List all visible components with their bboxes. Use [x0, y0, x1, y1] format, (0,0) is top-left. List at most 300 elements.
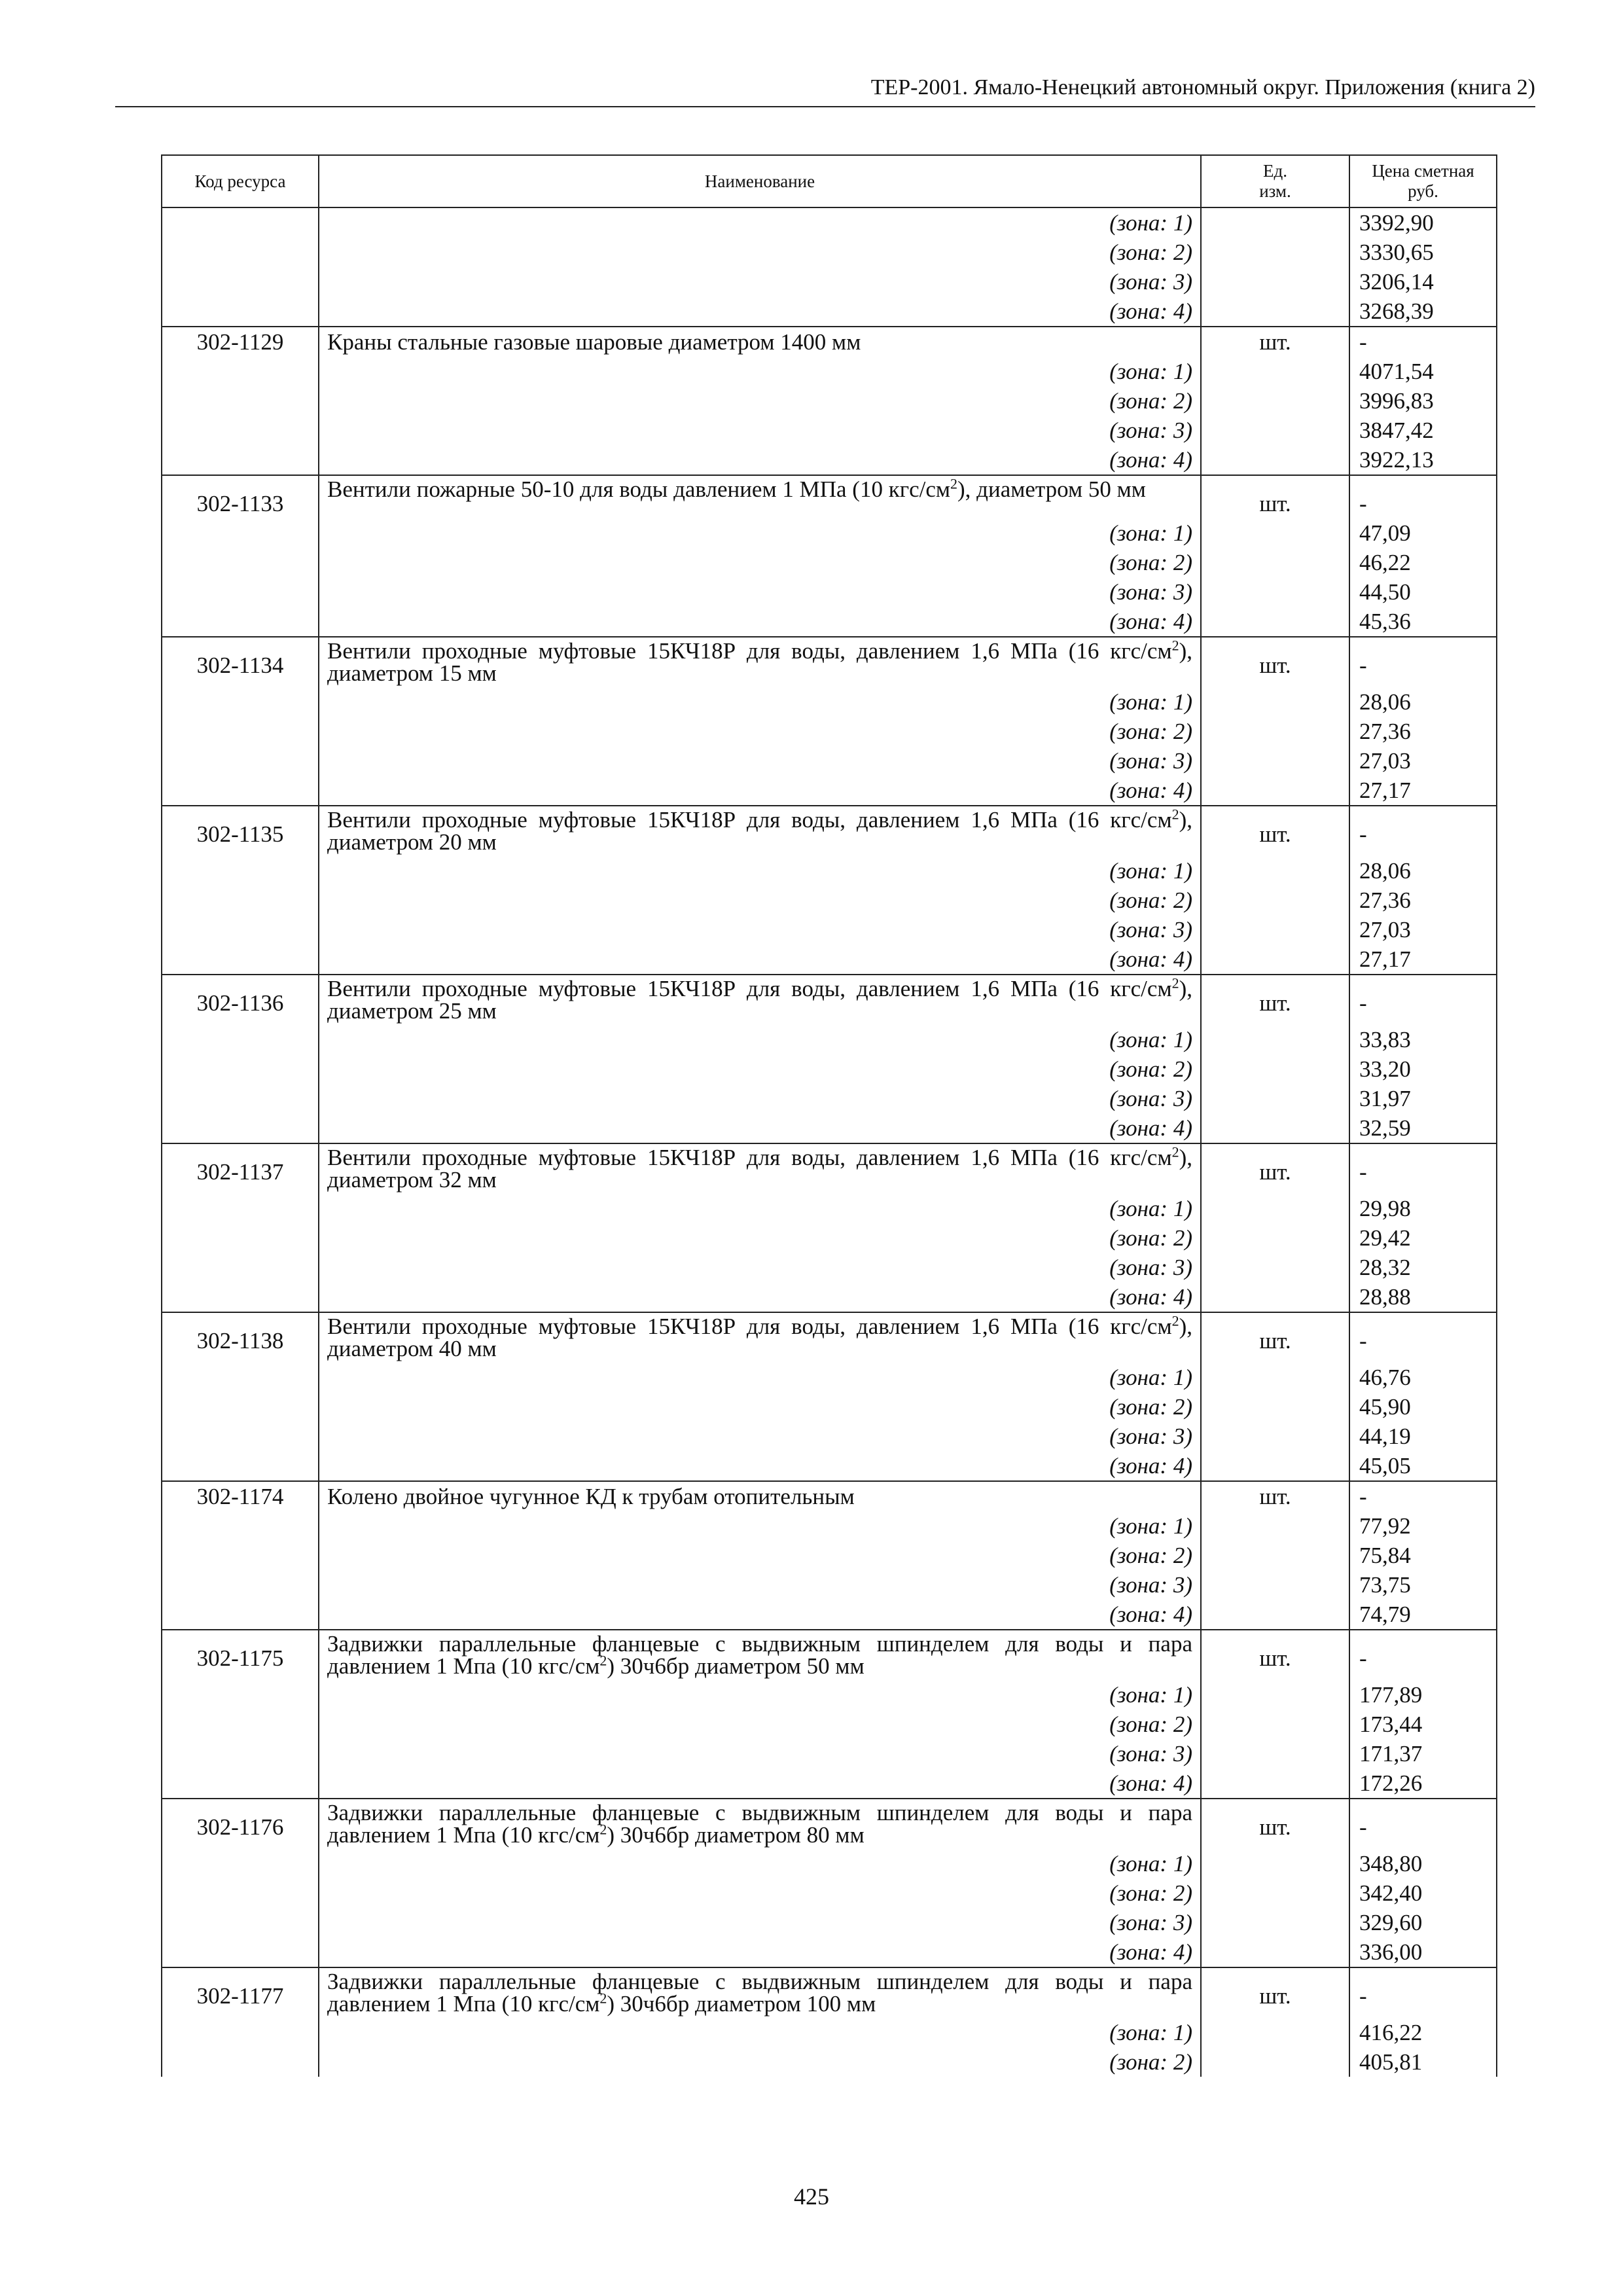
- code-cell-empty: [162, 1392, 319, 1422]
- code-cell-empty: [162, 1282, 319, 1312]
- resource-price: -: [1349, 1799, 1497, 1849]
- superscript-exponent: 2: [1171, 1312, 1179, 1329]
- table-body: [162, 207, 1497, 2077]
- zone-row: [162, 1054, 1497, 1084]
- unit-cell-empty: [1201, 1363, 1349, 1392]
- col-header-price: [1349, 155, 1497, 207]
- resource-code: 302-1174: [162, 1481, 319, 1511]
- zone-label: (зона: 3): [319, 1908, 1201, 1937]
- unit-cell-empty: [1201, 1768, 1349, 1799]
- zone-price: 3922,13: [1349, 445, 1497, 475]
- resource-row: [162, 637, 1497, 687]
- zone-row: [162, 1282, 1497, 1312]
- zone-label: (зона: 3): [319, 915, 1201, 944]
- zone-row: [162, 1194, 1497, 1223]
- resource-price: -: [1349, 975, 1497, 1025]
- zone-row: [162, 1739, 1497, 1768]
- code-cell-empty: [162, 548, 319, 577]
- zone-price: 3996,83: [1349, 386, 1497, 416]
- unit-cell-empty: [1201, 915, 1349, 944]
- unit-cell-empty: [1201, 886, 1349, 915]
- unit-cell-empty: [1201, 2018, 1349, 2047]
- zone-price: 44,19: [1349, 1422, 1497, 1451]
- unit-cell-empty: [1201, 687, 1349, 717]
- resource-unit: шт.: [1201, 1143, 1349, 1194]
- zone-label: (зона: 2): [319, 1392, 1201, 1422]
- resource-code: 302-1134: [162, 637, 319, 687]
- zone-row: [162, 915, 1497, 944]
- zone-row: [162, 717, 1497, 746]
- col-header-unit: [1201, 155, 1349, 207]
- col-header-code: Код ресурса: [162, 155, 319, 207]
- col-header-name: Наименование: [319, 155, 1201, 207]
- zone-label: (зона: 2): [319, 1710, 1201, 1739]
- zone-label: (зона: 2): [319, 386, 1201, 416]
- code-cell-empty: [162, 357, 319, 386]
- unit-cell-empty: [1201, 296, 1349, 327]
- unit-cell-empty: [1201, 1253, 1349, 1282]
- code-cell-empty: [162, 776, 319, 806]
- code-cell-empty: [162, 296, 319, 327]
- resource-price: -: [1349, 637, 1497, 687]
- zone-price: 73,75: [1349, 1570, 1497, 1600]
- code-cell-empty: [162, 1768, 319, 1799]
- zone-price: 416,22: [1349, 2018, 1497, 2047]
- zone-price: 75,84: [1349, 1541, 1497, 1570]
- zone-label: (зона: 2): [319, 1541, 1201, 1570]
- zone-row: [162, 1253, 1497, 1282]
- zone-row: [162, 2047, 1497, 2077]
- superscript-exponent: 2: [950, 475, 958, 492]
- resource-code: 302-1129: [162, 327, 319, 357]
- resource-unit: шт.: [1201, 1481, 1349, 1511]
- resource-unit: шт.: [1201, 1312, 1349, 1363]
- code-cell-empty: [162, 207, 319, 238]
- zone-label: (зона: 1): [319, 1025, 1201, 1054]
- zone-price: 173,44: [1349, 1710, 1497, 1739]
- zone-row: [162, 1113, 1497, 1143]
- zone-row: [162, 296, 1497, 327]
- zone-price: 177,89: [1349, 1680, 1497, 1710]
- resource-row: [162, 975, 1497, 1025]
- resource-row: [162, 1481, 1497, 1511]
- resource-code: 302-1133: [162, 475, 319, 518]
- zone-price: 45,05: [1349, 1451, 1497, 1481]
- zone-price: 3392,90: [1349, 207, 1497, 238]
- zone-price: 46,22: [1349, 548, 1497, 577]
- superscript-exponent: 2: [1171, 637, 1179, 654]
- zone-label: (зона: 3): [319, 577, 1201, 607]
- code-cell-empty: [162, 856, 319, 886]
- zone-row: [162, 1600, 1497, 1630]
- zone-label: (зона: 1): [319, 357, 1201, 386]
- zone-row: [162, 1768, 1497, 1799]
- resource-name-text-tail: ) 30ч6бр диаметром 100 мм: [607, 1991, 876, 2017]
- resource-name: [319, 1799, 1201, 1849]
- zone-price: 172,26: [1349, 1768, 1497, 1799]
- resource-code: 302-1175: [162, 1630, 319, 1680]
- zone-label: (зона: 2): [319, 548, 1201, 577]
- zone-label: (зона: 3): [319, 746, 1201, 776]
- resource-row: [162, 475, 1497, 518]
- zone-label: (зона: 4): [319, 1282, 1201, 1312]
- zone-row: [162, 2018, 1497, 2047]
- resource-row: [162, 1967, 1497, 2018]
- resource-code: 302-1176: [162, 1799, 319, 1849]
- resource-name-text: Вентили проходные муфтовые 15КЧ18Р для воды, давлением 1,6 МПа (16 кгс/см: [327, 1145, 1172, 1170]
- unit-cell-empty: [1201, 518, 1349, 548]
- zone-price: 27,36: [1349, 717, 1497, 746]
- unit-cell-empty: [1201, 2047, 1349, 2077]
- zone-label: (зона: 1): [319, 1511, 1201, 1541]
- zone-price: 45,36: [1349, 607, 1497, 637]
- unit-cell-empty: [1201, 1054, 1349, 1084]
- resource-row: [162, 1799, 1497, 1849]
- zone-row: [162, 1908, 1497, 1937]
- unit-cell-empty: [1201, 607, 1349, 637]
- col-header-price-line2: руб.: [1408, 181, 1438, 201]
- zone-price: 27,03: [1349, 915, 1497, 944]
- unit-cell-empty: [1201, 1025, 1349, 1054]
- code-cell-empty: [162, 1937, 319, 1967]
- resource-code: 302-1136: [162, 975, 319, 1025]
- zone-label: (зона: 2): [319, 717, 1201, 746]
- unit-cell-empty: [1201, 1600, 1349, 1630]
- unit-cell-empty: [1201, 1451, 1349, 1481]
- zone-label: (зона: 4): [319, 1451, 1201, 1481]
- zone-label: (зона: 1): [319, 1680, 1201, 1710]
- zone-row: [162, 1392, 1497, 1422]
- code-cell-empty: [162, 1739, 319, 1768]
- zone-row: [162, 746, 1497, 776]
- unit-cell-empty: [1201, 1878, 1349, 1908]
- zone-label: (зона: 2): [319, 1878, 1201, 1908]
- zone-label: (зона: 3): [319, 1422, 1201, 1451]
- zone-label: (зона: 4): [319, 1937, 1201, 1967]
- resource-name-text: Вентили проходные муфтовые 15КЧ18Р для воды, давлением 1,6 МПа (16 кгс/см: [327, 1314, 1172, 1339]
- unit-cell-empty: [1201, 1908, 1349, 1937]
- zone-price: 47,09: [1349, 518, 1497, 548]
- zone-label: (зона: 2): [319, 886, 1201, 915]
- zone-label: (зона: 3): [319, 1084, 1201, 1113]
- unit-cell-empty: [1201, 1084, 1349, 1113]
- zone-price: 33,83: [1349, 1025, 1497, 1054]
- resource-code: 302-1135: [162, 806, 319, 856]
- code-cell-empty: [162, 915, 319, 944]
- zone-row: [162, 1025, 1497, 1054]
- zone-row: [162, 1541, 1497, 1570]
- zone-label: (зона: 1): [319, 1363, 1201, 1392]
- zone-price: 348,80: [1349, 1849, 1497, 1878]
- code-cell-empty: [162, 1541, 319, 1570]
- resource-name: [319, 1312, 1201, 1363]
- zone-label: (зона: 4): [319, 776, 1201, 806]
- unit-cell-empty: [1201, 548, 1349, 577]
- resource-name-text: Задвижки параллельные фланцевые с выдвижным шпинделем для воды и пара давлением 1 Мпа (10 кгс/см: [327, 1631, 1192, 1679]
- zone-label: (зона: 1): [319, 207, 1201, 238]
- resource-name-text-tail: ), диаметром 50 мм: [957, 476, 1146, 502]
- zone-row: [162, 357, 1497, 386]
- zone-price: 32,59: [1349, 1113, 1497, 1143]
- zone-price: 27,03: [1349, 746, 1497, 776]
- zone-price: 3847,42: [1349, 416, 1497, 445]
- unit-cell-empty: [1201, 1570, 1349, 1600]
- resource-name: [319, 475, 1201, 518]
- unit-cell-empty: [1201, 207, 1349, 238]
- unit-cell-empty: [1201, 776, 1349, 806]
- resource-price: -: [1349, 1143, 1497, 1194]
- zone-row: [162, 886, 1497, 915]
- code-cell-empty: [162, 1363, 319, 1392]
- col-header-unit-line2: изм.: [1259, 181, 1291, 201]
- unit-cell-empty: [1201, 746, 1349, 776]
- zone-row: [162, 548, 1497, 577]
- zone-label: (зона: 4): [319, 1768, 1201, 1799]
- zone-row: [162, 856, 1497, 886]
- running-header: ТЕР-2001. Ямало-Ненецкий автономный округ. Приложения (книга 2): [115, 73, 1535, 107]
- resource-name-text-tail: ), диаметром 20 мм: [327, 807, 1192, 855]
- zone-label: (зона: 1): [319, 1194, 1201, 1223]
- zone-row: [162, 1422, 1497, 1451]
- zone-label: (зона: 1): [319, 687, 1201, 717]
- unit-cell-empty: [1201, 386, 1349, 416]
- price-table: [161, 154, 1497, 2077]
- code-cell-empty: [162, 1223, 319, 1253]
- resource-name-text: Задвижки параллельные фланцевые с выдвижным шпинделем для воды и пара давлением 1 Мпа (10 кгс/см: [327, 1969, 1192, 2017]
- code-cell-empty: [162, 1054, 319, 1084]
- zone-row: [162, 207, 1497, 238]
- zone-label: (зона: 3): [319, 1253, 1201, 1282]
- zone-label: (зона: 2): [319, 1223, 1201, 1253]
- zone-row: [162, 445, 1497, 475]
- zone-row: [162, 1511, 1497, 1541]
- unit-cell-empty: [1201, 1710, 1349, 1739]
- zone-price: 28,88: [1349, 1282, 1497, 1312]
- zone-row: [162, 1223, 1497, 1253]
- code-cell-empty: [162, 1422, 319, 1451]
- zone-price: 29,98: [1349, 1194, 1497, 1223]
- zone-label: (зона: 3): [319, 1570, 1201, 1600]
- zone-row: [162, 577, 1497, 607]
- zone-row: [162, 518, 1497, 548]
- zone-row: [162, 1451, 1497, 1481]
- zone-price: 342,40: [1349, 1878, 1497, 1908]
- zone-price: 46,76: [1349, 1363, 1497, 1392]
- zone-label: (зона: 1): [319, 856, 1201, 886]
- resource-name: [319, 637, 1201, 687]
- zone-price: 28,06: [1349, 856, 1497, 886]
- unit-cell-empty: [1201, 1392, 1349, 1422]
- unit-cell-empty: [1201, 238, 1349, 267]
- zone-row: [162, 238, 1497, 267]
- unit-cell-empty: [1201, 416, 1349, 445]
- zone-price: 3206,14: [1349, 267, 1497, 296]
- resource-code: 302-1137: [162, 1143, 319, 1194]
- unit-cell-empty: [1201, 1739, 1349, 1768]
- unit-cell-empty: [1201, 717, 1349, 746]
- unit-cell-empty: [1201, 1113, 1349, 1143]
- resource-row: [162, 1630, 1497, 1680]
- zone-price: 33,20: [1349, 1054, 1497, 1084]
- resource-unit: шт.: [1201, 637, 1349, 687]
- code-cell-empty: [162, 1878, 319, 1908]
- unit-cell-empty: [1201, 445, 1349, 475]
- resource-name-text: Вентили проходные муфтовые 15КЧ18Р для воды, давлением 1,6 МПа (16 кгс/см: [327, 638, 1172, 664]
- zone-price: 28,06: [1349, 687, 1497, 717]
- resource-name-text-tail: ) 30ч6бр диаметром 50 мм: [607, 1653, 865, 1679]
- resource-unit: шт.: [1201, 1799, 1349, 1849]
- zone-label: (зона: 3): [319, 416, 1201, 445]
- zone-label: (зона: 2): [319, 1054, 1201, 1084]
- resource-name-text: Вентили пожарные 50-10 для воды давлением 1 МПа (10 кгс/см: [327, 476, 951, 502]
- unit-cell-empty: [1201, 1849, 1349, 1878]
- resource-unit: шт.: [1201, 1630, 1349, 1680]
- zone-label: (зона: 4): [319, 1113, 1201, 1143]
- superscript-exponent: 2: [1171, 975, 1179, 992]
- col-header-unit-line1: Ед.: [1263, 161, 1287, 181]
- zone-row: [162, 607, 1497, 637]
- code-cell-empty: [162, 1908, 319, 1937]
- zone-price: 3330,65: [1349, 238, 1497, 267]
- zone-price: 27,36: [1349, 886, 1497, 915]
- zone-label: (зона: 4): [319, 607, 1201, 637]
- resource-name: [319, 1967, 1201, 2018]
- resource-name: [319, 975, 1201, 1025]
- resource-price: -: [1349, 1630, 1497, 1680]
- resource-unit: шт.: [1201, 475, 1349, 518]
- resource-name-text: Задвижки параллельные фланцевые с выдвижным шпинделем для воды и пара давлением 1 Мпа (10 кгс/см: [327, 1800, 1192, 1848]
- zone-label: (зона: 1): [319, 518, 1201, 548]
- zone-label: (зона: 4): [319, 445, 1201, 475]
- zone-label: (зона: 4): [319, 944, 1201, 975]
- resource-price: -: [1349, 1481, 1497, 1511]
- superscript-exponent: 2: [599, 1652, 607, 1669]
- zone-price: 31,97: [1349, 1084, 1497, 1113]
- unit-cell-empty: [1201, 1511, 1349, 1541]
- code-cell-empty: [162, 1570, 319, 1600]
- unit-cell-empty: [1201, 577, 1349, 607]
- unit-cell-empty: [1201, 1194, 1349, 1223]
- zone-row: [162, 267, 1497, 296]
- superscript-exponent: 2: [599, 1821, 607, 1838]
- resource-name: [319, 1630, 1201, 1680]
- resource-row: [162, 1312, 1497, 1363]
- resource-price: -: [1349, 327, 1497, 357]
- code-cell-empty: [162, 238, 319, 267]
- zone-price: 27,17: [1349, 944, 1497, 975]
- code-cell-empty: [162, 717, 319, 746]
- resource-code: 302-1138: [162, 1312, 319, 1363]
- code-cell-empty: [162, 746, 319, 776]
- resource-price: -: [1349, 806, 1497, 856]
- unit-cell-empty: [1201, 1680, 1349, 1710]
- superscript-exponent: 2: [1171, 806, 1179, 823]
- zone-row: [162, 1710, 1497, 1739]
- unit-cell-empty: [1201, 1937, 1349, 1967]
- resource-name-text: Вентили проходные муфтовые 15КЧ18Р для воды, давлением 1,6 МПа (16 кгс/см: [327, 976, 1172, 1001]
- resource-name: [319, 1143, 1201, 1194]
- code-cell-empty: [162, 607, 319, 637]
- zone-price: 28,32: [1349, 1253, 1497, 1282]
- resource-name-text-tail: ), диаметром 32 мм: [327, 1145, 1192, 1193]
- zone-price: 171,37: [1349, 1739, 1497, 1768]
- resource-name-text: Вентили проходные муфтовые 15КЧ18Р для воды, давлением 1,6 МПа (16 кгс/см: [327, 807, 1172, 833]
- zone-price: 405,81: [1349, 2047, 1497, 2077]
- zone-label: (зона: 2): [319, 2047, 1201, 2077]
- code-cell-empty: [162, 518, 319, 548]
- unit-cell-empty: [1201, 1282, 1349, 1312]
- unit-cell-empty: [1201, 1223, 1349, 1253]
- resource-code: 302-1177: [162, 1967, 319, 2018]
- code-cell-empty: [162, 2018, 319, 2047]
- zone-price: 27,17: [1349, 776, 1497, 806]
- resource-name-text-tail: ), диаметром 25 мм: [327, 976, 1192, 1024]
- zone-label: (зона: 3): [319, 267, 1201, 296]
- zone-row: [162, 1363, 1497, 1392]
- code-cell-empty: [162, 577, 319, 607]
- resource-price: -: [1349, 1312, 1497, 1363]
- code-cell-empty: [162, 2047, 319, 2077]
- zone-label: (зона: 3): [319, 1739, 1201, 1768]
- zone-row: [162, 1084, 1497, 1113]
- resource-price: -: [1349, 475, 1497, 518]
- superscript-exponent: 2: [599, 1990, 607, 2007]
- resource-name-text-tail: ) 30ч6бр диаметром 80 мм: [607, 1822, 865, 1848]
- zone-row: [162, 944, 1497, 975]
- zone-price: 45,90: [1349, 1392, 1497, 1422]
- zone-label: (зона: 1): [319, 2018, 1201, 2047]
- zone-row: [162, 776, 1497, 806]
- zone-label: (зона: 1): [319, 1849, 1201, 1878]
- code-cell-empty: [162, 687, 319, 717]
- zone-price: 77,92: [1349, 1511, 1497, 1541]
- resource-unit: шт.: [1201, 1967, 1349, 2018]
- resource-name-text-tail: ), диаметром 15 мм: [327, 638, 1192, 686]
- unit-cell-empty: [1201, 357, 1349, 386]
- zone-label: (зона: 4): [319, 1600, 1201, 1630]
- zone-price: 74,79: [1349, 1600, 1497, 1630]
- zone-price: 336,00: [1349, 1937, 1497, 1967]
- code-cell-empty: [162, 1849, 319, 1878]
- zone-label: (зона: 4): [319, 296, 1201, 327]
- code-cell-empty: [162, 416, 319, 445]
- resource-name: [319, 806, 1201, 856]
- code-cell-empty: [162, 1194, 319, 1223]
- unit-cell-empty: [1201, 1422, 1349, 1451]
- code-cell-empty: [162, 886, 319, 915]
- table-header: [162, 155, 1497, 207]
- code-cell-empty: [162, 1451, 319, 1481]
- resource-unit: шт.: [1201, 975, 1349, 1025]
- unit-cell-empty: [1201, 1541, 1349, 1570]
- zone-row: [162, 1849, 1497, 1878]
- zone-row: [162, 1570, 1497, 1600]
- zone-row: [162, 687, 1497, 717]
- col-header-price-line1: Цена сметная: [1372, 161, 1474, 181]
- zone-price: 329,60: [1349, 1908, 1497, 1937]
- zone-price: 44,50: [1349, 577, 1497, 607]
- page-number: 425: [794, 2183, 829, 2210]
- unit-cell-empty: [1201, 267, 1349, 296]
- zone-row: [162, 1937, 1497, 1967]
- resource-row: [162, 327, 1497, 357]
- code-cell-empty: [162, 944, 319, 975]
- code-cell-empty: [162, 1710, 319, 1739]
- code-cell-empty: [162, 1253, 319, 1282]
- zone-price: 4071,54: [1349, 357, 1497, 386]
- zone-row: [162, 1878, 1497, 1908]
- superscript-exponent: 2: [1171, 1143, 1179, 1160]
